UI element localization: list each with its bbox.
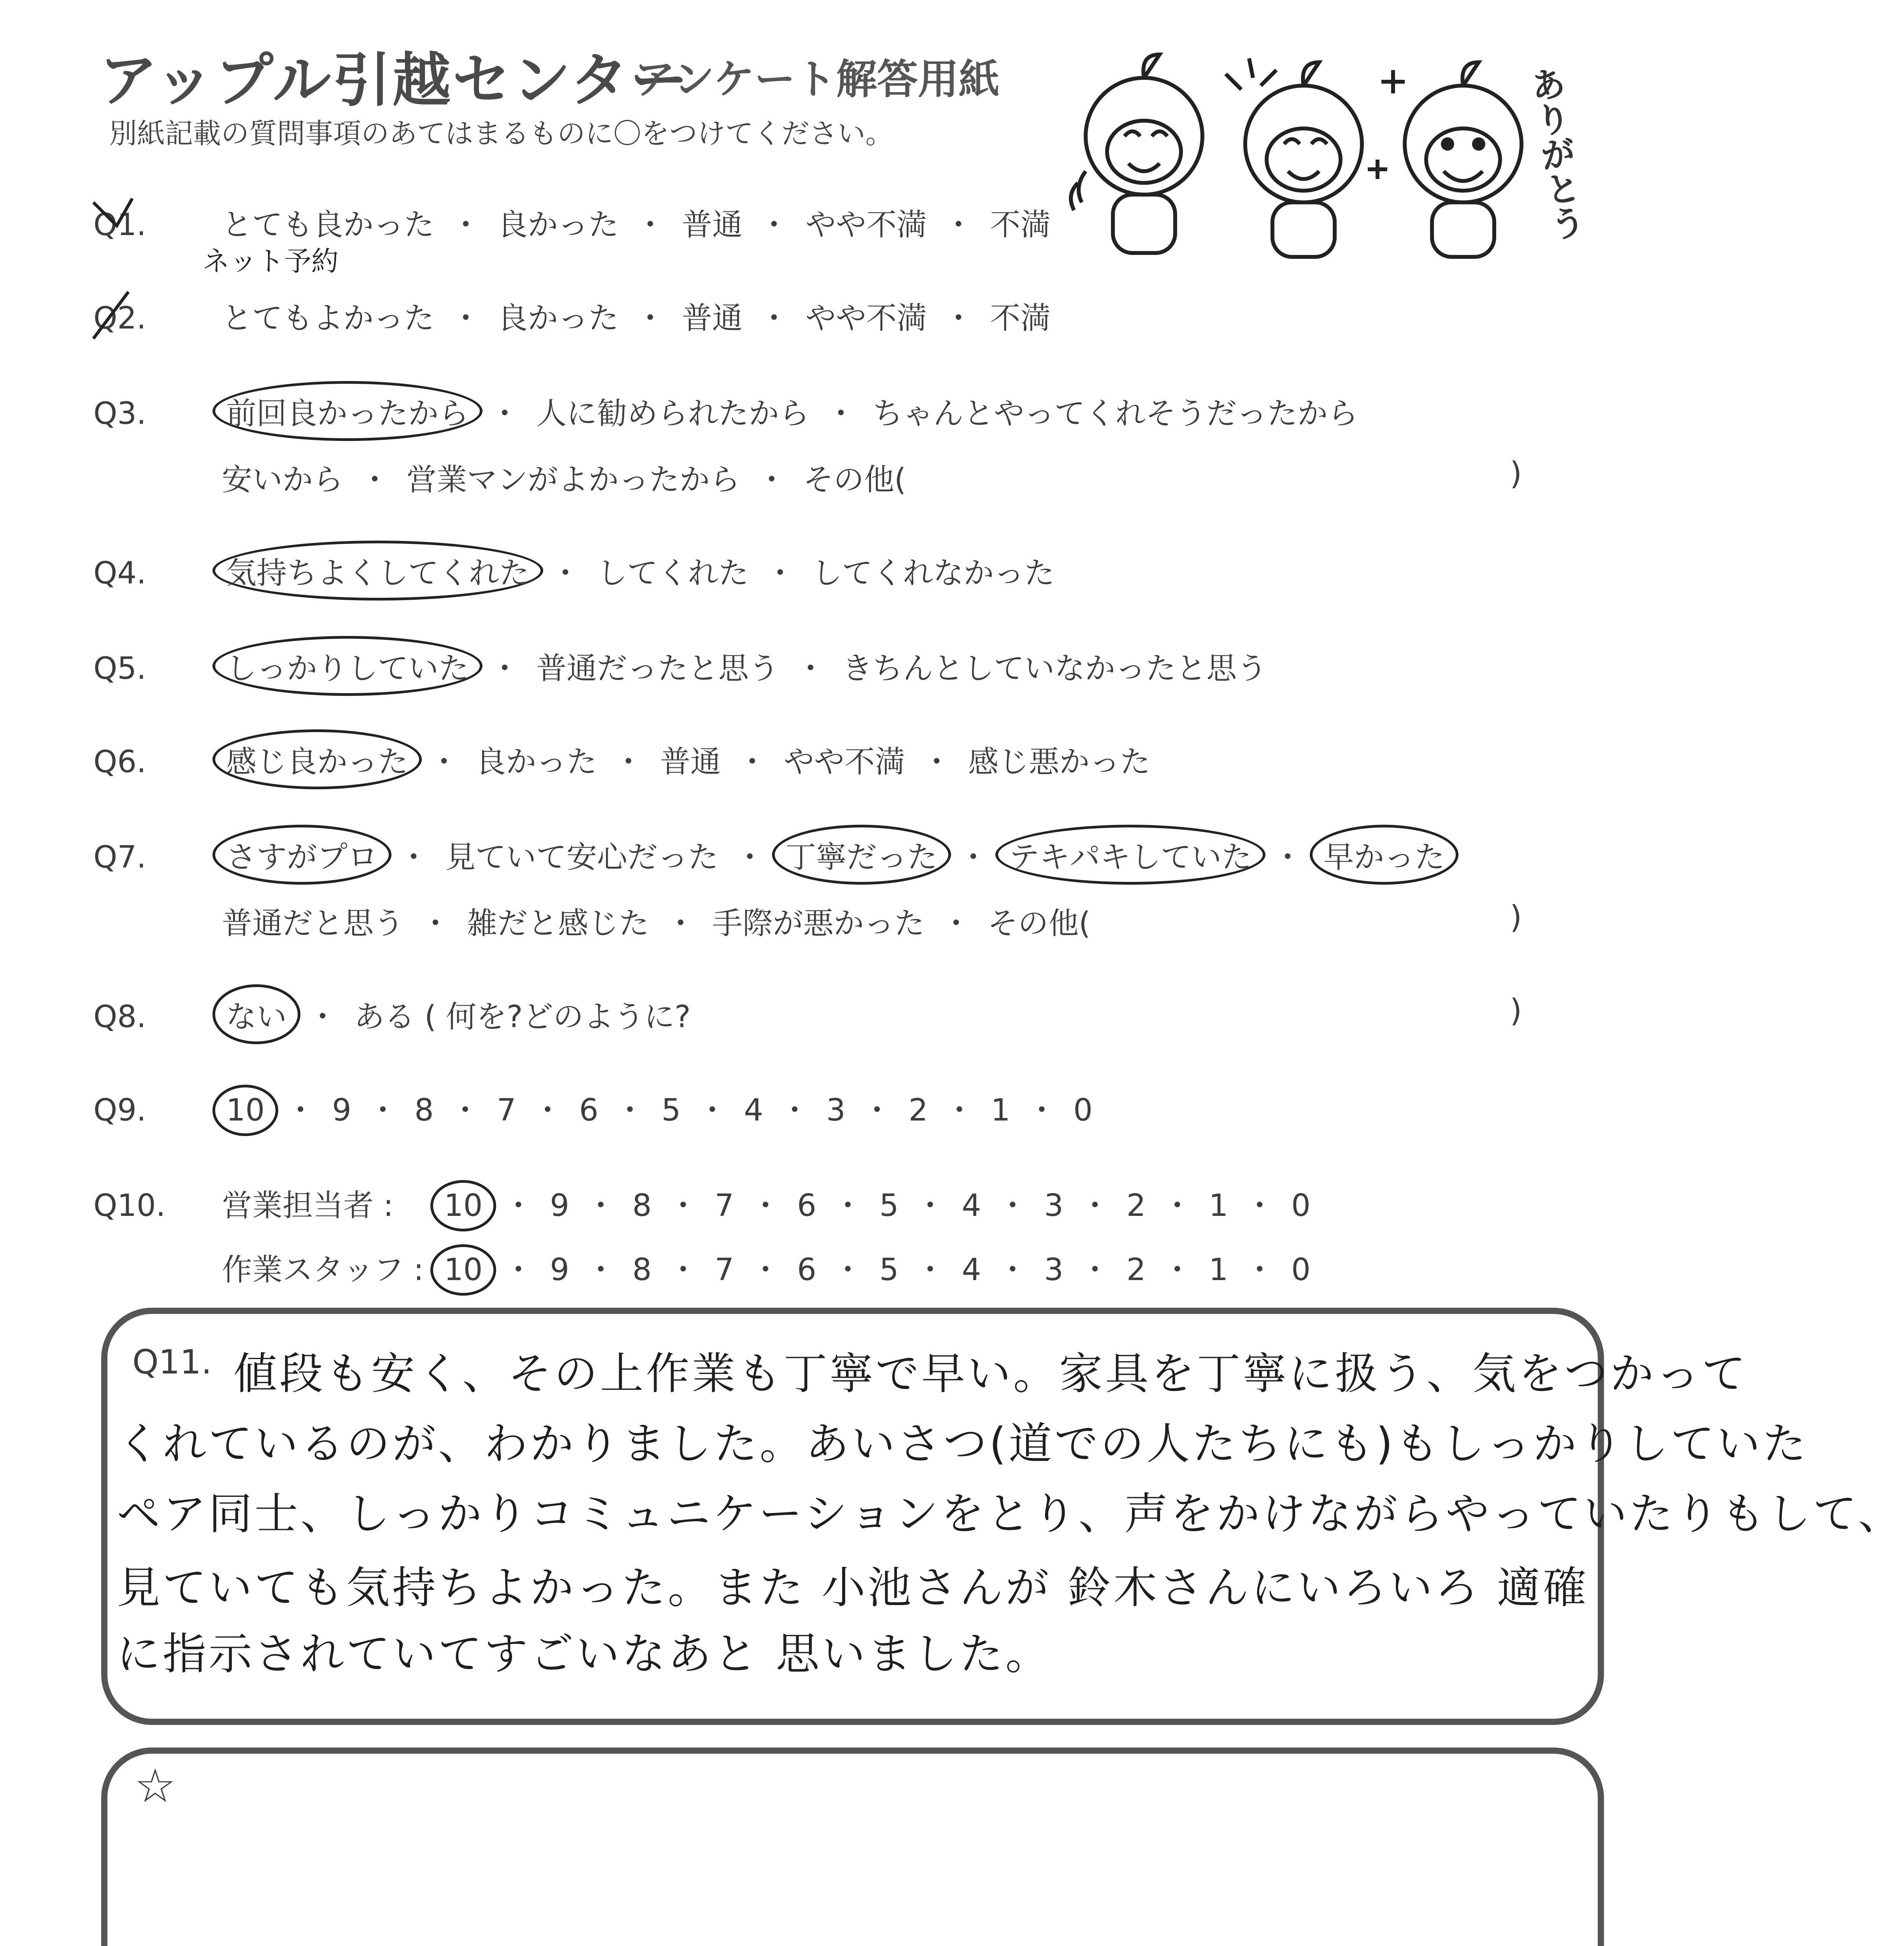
handwritten-note: ネット予約 (202, 245, 339, 277)
question-7-line-2: 普通だと思う ・ 雑だと感じた ・ 手際が悪かった ・ その他( (222, 899, 1091, 943)
score-option[interactable]: 5 (879, 1252, 899, 1287)
score-option[interactable]: 0 (1291, 1252, 1311, 1287)
score-option[interactable]: 8 (632, 1188, 652, 1223)
option[interactable]: やや不満 (784, 745, 905, 780)
score-option[interactable]: 6 (579, 1093, 598, 1128)
question-3-line-2: 安いから ・ 営業マンがよかったから ・ その他( (222, 455, 906, 499)
score-option[interactable]: 1 (991, 1093, 1011, 1128)
option[interactable]: その他( (988, 906, 1091, 941)
close-paren: ) (1510, 899, 1522, 935)
score-option[interactable]: 3 (1044, 1188, 1063, 1223)
score-option[interactable]: 9 (550, 1252, 569, 1287)
thanks-text: ありがとう (1522, 64, 1587, 244)
option[interactable]: 良かった (476, 745, 597, 780)
question-number: Q10. (93, 1188, 166, 1223)
option[interactable]: 雑だと感じた (467, 906, 649, 941)
question-7: Q7. さすがプロ ・ 見ていて安心だった ・ 丁寧だった ・ テキパキしていた ・ 早かった (93, 833, 1449, 876)
option[interactable]: 人に勧められたから (536, 396, 810, 431)
question-10: Q10. 営業担当者 : 10 ・ 9 ・ 8 ・ 7 ・ 6 ・ 5 ・ 4 ・ 3 ・ 2 ・ 1 ・ 0 (93, 1181, 1311, 1225)
option[interactable]: してくれた (597, 556, 749, 591)
option[interactable]: 手際が悪かった (712, 906, 925, 941)
question-number: Q7. (93, 840, 146, 875)
question-9: Q9. 10 ・ 9 ・ 8 ・ 7 ・ 6 ・ 5 ・ 4 ・ 3 ・ 2 ・ 1 ・ 0 (93, 1086, 1093, 1129)
score-option[interactable]: 0 (1073, 1093, 1093, 1128)
option-selected[interactable]: 前回良かったから (212, 381, 483, 441)
option-selected[interactable]: 丁寧だった (772, 825, 951, 885)
check-mark-icon (89, 288, 136, 346)
question-1: Q1. とても良かった ・ 良かった ・ 普通 ・ やや不満 ・ 不満 (93, 200, 1051, 244)
option[interactable]: 営業マンがよかったから (406, 462, 741, 497)
option[interactable]: 感じ悪かった (968, 745, 1151, 780)
option[interactable]: 見ていて安心だった (445, 840, 719, 875)
score-option[interactable]: 4 (744, 1093, 763, 1128)
option[interactable]: ちゃんとやってくれそうだったから (872, 396, 1358, 431)
score-option[interactable]: 5 (879, 1188, 899, 1223)
score-option[interactable]: 2 (908, 1093, 928, 1128)
question-4: Q4. 気持ちよくしてくれた ・ してくれた ・ してくれなかった (93, 549, 1055, 592)
question-6: Q6. 感じ良かった ・ 良かった ・ 普通 ・ やや不満 ・ 感じ悪かった (93, 738, 1150, 781)
close-paren: ) (1510, 455, 1522, 492)
check-mark-icon (89, 195, 136, 249)
question-number: Q4. (93, 556, 146, 591)
score-option[interactable]: 9 (332, 1093, 351, 1128)
option[interactable]: 良かった (497, 301, 619, 336)
question-number: Q3. (93, 396, 146, 431)
instruction-text: 別紙記載の質問事項のあてはまるものに〇をつけてください。 (109, 117, 894, 150)
score-option[interactable]: 5 (661, 1093, 681, 1128)
option[interactable]: とてもよかった (222, 301, 435, 336)
option-selected[interactable]: ない (212, 984, 300, 1044)
close-paren: ) (1510, 992, 1522, 1029)
option[interactable]: 普通だと思う (222, 906, 404, 941)
option[interactable]: 普通 (660, 745, 721, 780)
option[interactable]: してくれなかった (812, 556, 1055, 591)
comment-line: に指示されていてすごいなあと 思いました。 (117, 1629, 1051, 1679)
free-comment-box[interactable] (101, 1748, 1604, 1946)
score-option[interactable]: 6 (797, 1252, 816, 1287)
option[interactable]: 普通だったと思う (536, 651, 779, 686)
score-option[interactable]: 8 (632, 1252, 652, 1287)
score-option[interactable]: 9 (550, 1188, 569, 1223)
option-selected[interactable]: テキパキしていた (995, 825, 1265, 885)
score-option[interactable]: 4 (962, 1188, 981, 1223)
star-icon: ☆ (134, 1759, 176, 1813)
score-option[interactable]: 6 (797, 1188, 816, 1223)
question-number: Q8. (93, 999, 146, 1034)
score-option[interactable]: 1 (1209, 1188, 1228, 1223)
option[interactable]: 不満 (990, 207, 1051, 242)
comment-line: ペア同士、しっかりコミュニケーションをとり、声をかけながらやっていたりもして、 (117, 1489, 1904, 1539)
option-selected[interactable]: 気持ちよくしてくれた (212, 541, 543, 601)
option[interactable]: とても良かった (222, 207, 435, 242)
score-option[interactable]: 2 (1126, 1188, 1146, 1223)
score-option[interactable]: 0 (1291, 1188, 1311, 1223)
score-option[interactable]: 7 (714, 1252, 734, 1287)
option[interactable]: 普通 (682, 207, 743, 242)
option[interactable]: ある ( 何を?どのように? (354, 999, 691, 1034)
option-selected[interactable]: さすがプロ (212, 825, 391, 885)
rating-target-sales: 営業担当者 : (222, 1188, 394, 1223)
form-subtitle: アンケート解答用紙 (634, 56, 1000, 103)
score-option[interactable]: 3 (826, 1093, 846, 1128)
score-option-selected[interactable]: 10 (430, 1244, 496, 1296)
question-3: Q3. 前回良かったから ・ 人に勧められたから ・ ちゃんとやってくれそうだったから (93, 389, 1358, 433)
option[interactable]: 普通 (682, 301, 743, 336)
question-5: Q5. しっかりしていた ・ 普通だったと思う ・ きちんとしていなかったと思う (93, 644, 1267, 688)
question-number: Q1. (93, 207, 146, 242)
score-option-selected[interactable]: 10 (212, 1085, 278, 1136)
question-2: Q2. とてもよかった ・ 良かった ・ 普通 ・ やや不満 ・ 不満 (93, 294, 1051, 337)
question-number: Q2. (93, 301, 146, 336)
score-option[interactable]: 1 (1209, 1252, 1228, 1287)
score-option[interactable]: 4 (962, 1252, 981, 1287)
option[interactable]: その他( (803, 462, 906, 497)
option[interactable]: 良かった (497, 207, 619, 242)
option[interactable]: 安いから (222, 462, 344, 497)
question-number: Q11. (132, 1343, 212, 1382)
score-option[interactable]: 7 (714, 1188, 734, 1223)
question-number: Q6. (93, 745, 146, 780)
score-option[interactable]: 7 (497, 1093, 516, 1128)
comment-line: くれているのが、わかりました。あいさつ(道での人たちにも)もしっかりしていた (117, 1419, 1809, 1469)
option-selected[interactable]: 早かった (1310, 825, 1458, 885)
option[interactable]: きちんとしていなかったと思う (842, 651, 1267, 686)
question-8: Q8. ない ・ ある ( 何を?どのように? (93, 992, 691, 1036)
monkey-mascot-illustration (1051, 47, 1595, 265)
score-option[interactable]: 3 (1044, 1252, 1063, 1287)
comment-line: 値段も安く、その上作業も丁寧で早い。家具を丁寧に扱う、気をつかって (233, 1349, 1748, 1399)
comment-line: 見ていても気持ちよかった。また 小池さんが 鈴木さんにいろいろ 適確 (117, 1563, 1589, 1613)
option[interactable]: やや不満 (805, 207, 927, 242)
option-selected[interactable]: 感じ良かった (212, 729, 422, 789)
score-option-selected[interactable]: 10 (430, 1180, 496, 1231)
option[interactable]: やや不満 (805, 301, 927, 336)
rating-target-staff: 作業スタッフ : (222, 1252, 424, 1287)
score-option[interactable]: 2 (1126, 1252, 1146, 1287)
option-selected[interactable]: しっかりしていた (212, 636, 483, 696)
question-10-row-2: 作業スタッフ : 10 ・ 9 ・ 8 ・ 7 ・ 6 ・ 5 ・ 4 ・ 3 ・ 2 ・ 1 ・ 0 (93, 1245, 1311, 1289)
question-number: Q5. (93, 651, 146, 686)
option[interactable]: 不満 (990, 301, 1051, 336)
score-option[interactable]: 8 (414, 1093, 434, 1128)
company-title: アップル引越センター (99, 47, 690, 114)
question-number: Q9. (93, 1093, 146, 1128)
